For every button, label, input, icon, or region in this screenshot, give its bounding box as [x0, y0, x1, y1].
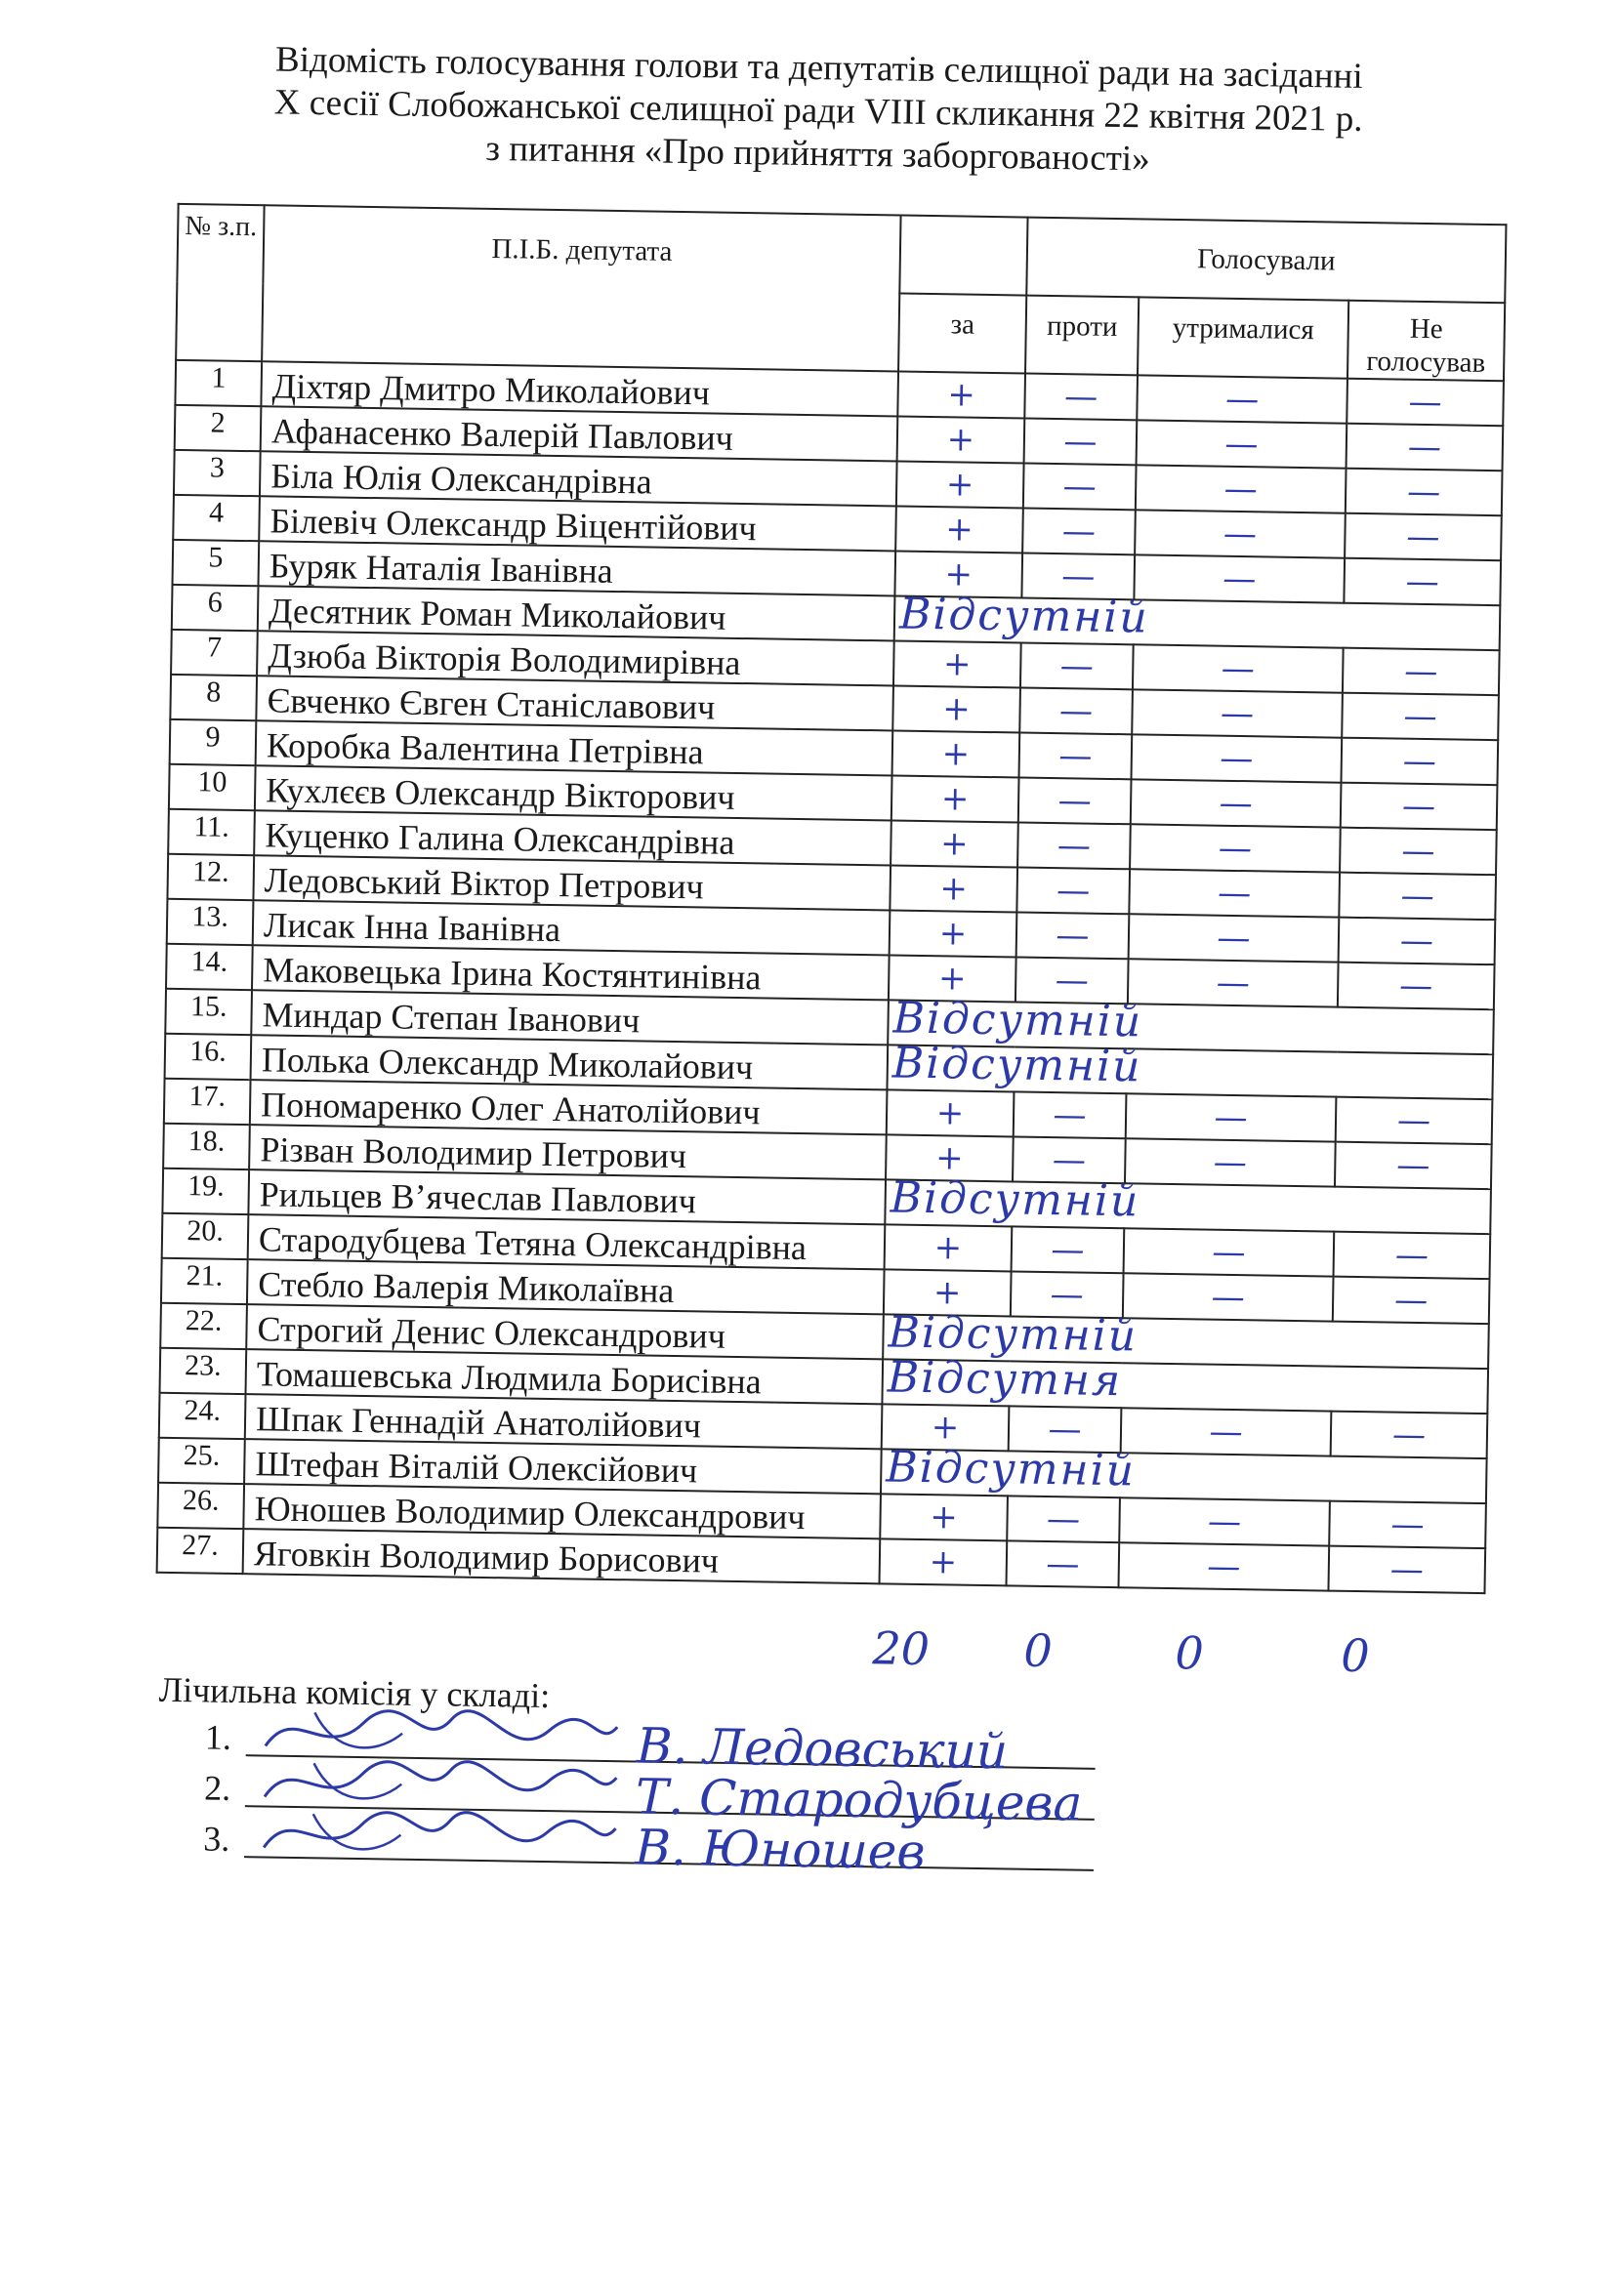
- vote-for-mark: +: [882, 1404, 1010, 1451]
- vote-for-mark: +: [884, 1269, 1012, 1316]
- vote-abstained-mark: —: [1133, 644, 1344, 692]
- row-number: 3: [174, 450, 261, 496]
- header-name: П.І.Б. депутата: [262, 205, 900, 371]
- vote-for-mark: +: [890, 865, 1017, 912]
- row-number: 14.: [166, 944, 253, 990]
- vote-abstained-mark: —: [1136, 465, 1347, 512]
- vote-abstained-mark: —: [1132, 689, 1343, 737]
- vote-for-mark: +: [890, 910, 1017, 957]
- vote-for-mark: +: [892, 685, 1020, 732]
- vote-for-mark: +: [897, 416, 1025, 463]
- vote-abstained-mark: —: [1121, 1408, 1332, 1456]
- row-number: 19.: [162, 1168, 249, 1214]
- vote-abstained-mark: —: [1126, 1093, 1337, 1141]
- vote-abstained-mark: —: [1123, 1273, 1334, 1321]
- deputy-name: Яговкін Володимир Борисович: [243, 1529, 881, 1583]
- vote-against-mark: —: [1016, 912, 1130, 959]
- vote-against-mark: —: [1018, 777, 1132, 824]
- header-empty: [899, 216, 1027, 296]
- vote-not-voted-mark: —: [1334, 1232, 1491, 1280]
- deputy-name: Шпак Геннадій Анатолійович: [245, 1394, 883, 1449]
- vote-not-voted-mark: —: [1342, 693, 1499, 741]
- row-number: 15.: [165, 989, 252, 1035]
- member-number: 2.: [203, 1768, 231, 1808]
- row-number: 12.: [167, 854, 254, 900]
- header-voted: Голосували: [1026, 218, 1506, 304]
- vote-against-mark: —: [1015, 957, 1129, 1004]
- absent-note: Відсутній: [890, 1172, 1140, 1227]
- vote-not-voted-mark: —: [1345, 513, 1502, 561]
- row-number: 21.: [161, 1258, 248, 1304]
- vote-against-mark: —: [1024, 419, 1138, 466]
- header-abstained: утрималися: [1138, 297, 1348, 378]
- row-number: 16.: [165, 1034, 252, 1080]
- document-title: [173, 37, 1464, 186]
- deputy-name: Юношев Володимир Олександрович: [243, 1484, 881, 1538]
- vote-for-mark: +: [892, 730, 1020, 777]
- deputy-name: Євченко Євген Станіславович: [256, 676, 893, 730]
- vote-for-mark: +: [894, 551, 1022, 597]
- header-number: № з.п.: [176, 204, 265, 361]
- absent-note: Відсутній: [888, 1307, 1139, 1362]
- vote-against-mark: —: [1013, 1136, 1126, 1183]
- vote-for-mark: +: [891, 775, 1019, 822]
- member-number: 1.: [204, 1717, 232, 1757]
- row-number: 24.: [159, 1393, 246, 1439]
- deputy-name: Стебло Валерія Миколаївна: [247, 1259, 885, 1314]
- vote-not-voted-mark: —: [1329, 1501, 1486, 1549]
- vote-abstained-mark: —: [1132, 734, 1343, 782]
- title-line-2: Х сесії Слобожанської селищної ради VIII скликання 22 квітня 2021 р.: [273, 82, 1363, 140]
- vote-for-mark: +: [893, 640, 1021, 687]
- deputy-name: Рильцев В’ячеслав Павлович: [248, 1169, 886, 1224]
- total-not-voted: 0: [1341, 1628, 1371, 1683]
- row-number: 13.: [167, 899, 254, 945]
- deputy-name: Миндар Степан Іванович: [251, 990, 889, 1045]
- vote-against-mark: —: [1014, 1091, 1127, 1138]
- vote-abstained-mark: —: [1118, 1542, 1329, 1590]
- vote-for-mark: +: [880, 1538, 1008, 1585]
- deputy-name: Десятник Роман Миколайович: [258, 586, 895, 640]
- vote-not-voted-mark: —: [1328, 1546, 1485, 1594]
- deputy-name: Різван Володимир Петрович: [249, 1125, 887, 1179]
- vote-not-voted-mark: —: [1343, 648, 1500, 696]
- vote-not-voted-mark: —: [1340, 828, 1497, 876]
- vote-against-mark: —: [1007, 1540, 1120, 1587]
- vote-not-voted-mark: —: [1338, 963, 1495, 1010]
- vote-against-mark: —: [1007, 1496, 1120, 1542]
- vote-for-mark: +: [880, 1494, 1008, 1540]
- row-number: 23.: [160, 1348, 247, 1394]
- deputy-name: Томашевська Людмила Борисівна: [245, 1349, 883, 1404]
- handwritten-signature: [254, 1793, 626, 1877]
- vote-against-mark: —: [1024, 374, 1138, 421]
- vote-not-voted-mark: —: [1341, 738, 1498, 786]
- row-number: 5: [173, 540, 260, 586]
- vote-abstained-mark: —: [1135, 510, 1346, 557]
- vote-not-voted-mark: —: [1336, 1097, 1493, 1145]
- vote-abstained-mark: —: [1125, 1138, 1336, 1186]
- member-name: В. Ледовський: [636, 1717, 1009, 1781]
- row-number: 6: [172, 585, 259, 631]
- vote-not-voted-mark: —: [1333, 1277, 1490, 1325]
- vote-abstained-mark: —: [1129, 869, 1340, 917]
- header-for: за: [898, 294, 1026, 374]
- vote-abstained-mark: —: [1134, 554, 1345, 602]
- vote-for-mark: +: [885, 1224, 1013, 1271]
- deputy-name: Штефан Віталій Олексійович: [244, 1439, 882, 1494]
- vote-for-mark: +: [895, 506, 1023, 553]
- vote-for-mark: +: [886, 1134, 1014, 1181]
- counting-commission: [156, 1669, 1136, 1881]
- header-not-voted: Не голосував: [1347, 301, 1505, 382]
- vote-not-voted-mark: —: [1347, 379, 1504, 427]
- row-number: 9: [170, 719, 257, 765]
- vote-not-voted-mark: —: [1339, 873, 1496, 921]
- vote-for-mark: +: [896, 461, 1024, 508]
- vote-for-mark: +: [887, 1089, 1015, 1136]
- vote-not-voted-mark: —: [1346, 469, 1503, 516]
- vote-not-voted-mark: —: [1347, 424, 1504, 472]
- vote-abstained-mark: —: [1124, 1228, 1335, 1276]
- title-line-1: Відомість голосування голови та депутатів селищної ради на засіданні: [274, 39, 1364, 97]
- total-abstained: 0: [1175, 1626, 1205, 1680]
- row-number: 7: [171, 630, 258, 676]
- row-number: 26.: [157, 1483, 244, 1529]
- absent-note: Відсутній: [898, 589, 1150, 643]
- absent-note: Відсутній: [886, 1442, 1137, 1496]
- vote-not-voted-mark: —: [1341, 783, 1498, 831]
- vote-against-mark: —: [1009, 1406, 1122, 1453]
- row-number: 17.: [164, 1079, 251, 1125]
- deputy-name: Полька Олександр Миколайович: [251, 1035, 889, 1089]
- vote-against-mark: —: [1020, 643, 1134, 690]
- vote-against-mark: —: [1019, 688, 1133, 735]
- row-number: 4: [173, 495, 260, 541]
- vote-abstained-mark: —: [1129, 914, 1340, 962]
- deputy-name: Куценко Галина Олександрівна: [254, 810, 891, 865]
- row-number: 11.: [168, 809, 255, 855]
- absent-note: Відсутній: [891, 1038, 1142, 1092]
- deputy-name: Дзюба Вікторія Володимирівна: [257, 631, 894, 685]
- vote-for-mark: +: [889, 955, 1016, 1002]
- deputy-name: Стародубцева Тетяна Олександрівна: [248, 1214, 886, 1269]
- deputy-name: Пономаренко Олег Анатолійович: [250, 1080, 888, 1134]
- member-name: В. Юношев: [634, 1819, 926, 1881]
- total-for: 20: [872, 1621, 931, 1676]
- deputy-name: Лисак Інна Іванівна: [253, 900, 891, 955]
- vote-abstained-mark: —: [1131, 779, 1342, 827]
- row-number: 2: [175, 405, 262, 451]
- row-number: 27.: [157, 1528, 244, 1574]
- vote-against-mark: —: [1011, 1271, 1124, 1318]
- vote-not-voted-mark: —: [1339, 918, 1496, 965]
- vote-against-mark: —: [1016, 867, 1130, 914]
- commission-label: Лічильна комісія у складі:: [158, 1669, 551, 1716]
- row-number: 8: [170, 675, 257, 720]
- vote-abstained-mark: —: [1137, 420, 1347, 468]
- voting-table: [156, 203, 1508, 1594]
- row-number: 20.: [162, 1213, 249, 1259]
- deputy-name: Білевіч Олександр Віцентійович: [259, 496, 896, 551]
- row-number: 22.: [160, 1303, 247, 1349]
- member-number: 3.: [203, 1819, 230, 1859]
- vote-for-mark: +: [891, 820, 1018, 867]
- absent-note: Відсутня: [887, 1352, 1123, 1407]
- vote-abstained-mark: —: [1119, 1497, 1330, 1545]
- vote-against-mark: —: [1019, 732, 1133, 779]
- absent-note: Відсутній: [892, 993, 1143, 1047]
- deputy-name: Афанасенко Валерій Павлович: [261, 406, 898, 461]
- vote-against-mark: —: [1017, 822, 1131, 869]
- vote-against-mark: —: [1021, 554, 1135, 600]
- total-against: 0: [1023, 1623, 1054, 1678]
- title-line-3: з питання «Про прийняття заборгованості»: [485, 128, 1150, 180]
- vote-abstained-mark: —: [1130, 824, 1341, 872]
- deputy-name: Кухлєєв Олександр Вікторович: [255, 765, 892, 820]
- deputy-name: Ледовський Віктор Петрович: [253, 855, 891, 910]
- deputy-name: Строгий Денис Олександрович: [246, 1304, 884, 1359]
- deputy-name: Маковецька Ірина Костянтинівна: [252, 945, 890, 1000]
- row-number: 25.: [158, 1438, 245, 1484]
- deputy-name: Діхтяр Дмитро Миколайович: [261, 361, 898, 416]
- deputy-name: Буряк Наталія Іванівна: [259, 541, 896, 595]
- row-number: 10: [169, 764, 256, 810]
- vote-not-voted-mark: —: [1331, 1412, 1488, 1459]
- vote-not-voted-mark: —: [1335, 1142, 1492, 1190]
- row-number: 1: [175, 360, 262, 406]
- vote-abstained-mark: —: [1128, 959, 1339, 1006]
- vote-against-mark: —: [1012, 1226, 1125, 1273]
- deputy-name: Біла Юлія Олександрівна: [260, 451, 897, 506]
- vote-not-voted-mark: —: [1344, 558, 1501, 606]
- vote-against-mark: —: [1023, 464, 1137, 511]
- vote-against-mark: —: [1022, 509, 1136, 555]
- vote-for-mark: +: [897, 372, 1025, 419]
- deputy-name: Коробка Валентина Петрівна: [256, 720, 893, 775]
- header-against: проти: [1025, 296, 1139, 376]
- vote-abstained-mark: —: [1137, 375, 1347, 423]
- row-number: 18.: [163, 1124, 250, 1169]
- member-name: Т. Стародубцева: [635, 1768, 1083, 1832]
